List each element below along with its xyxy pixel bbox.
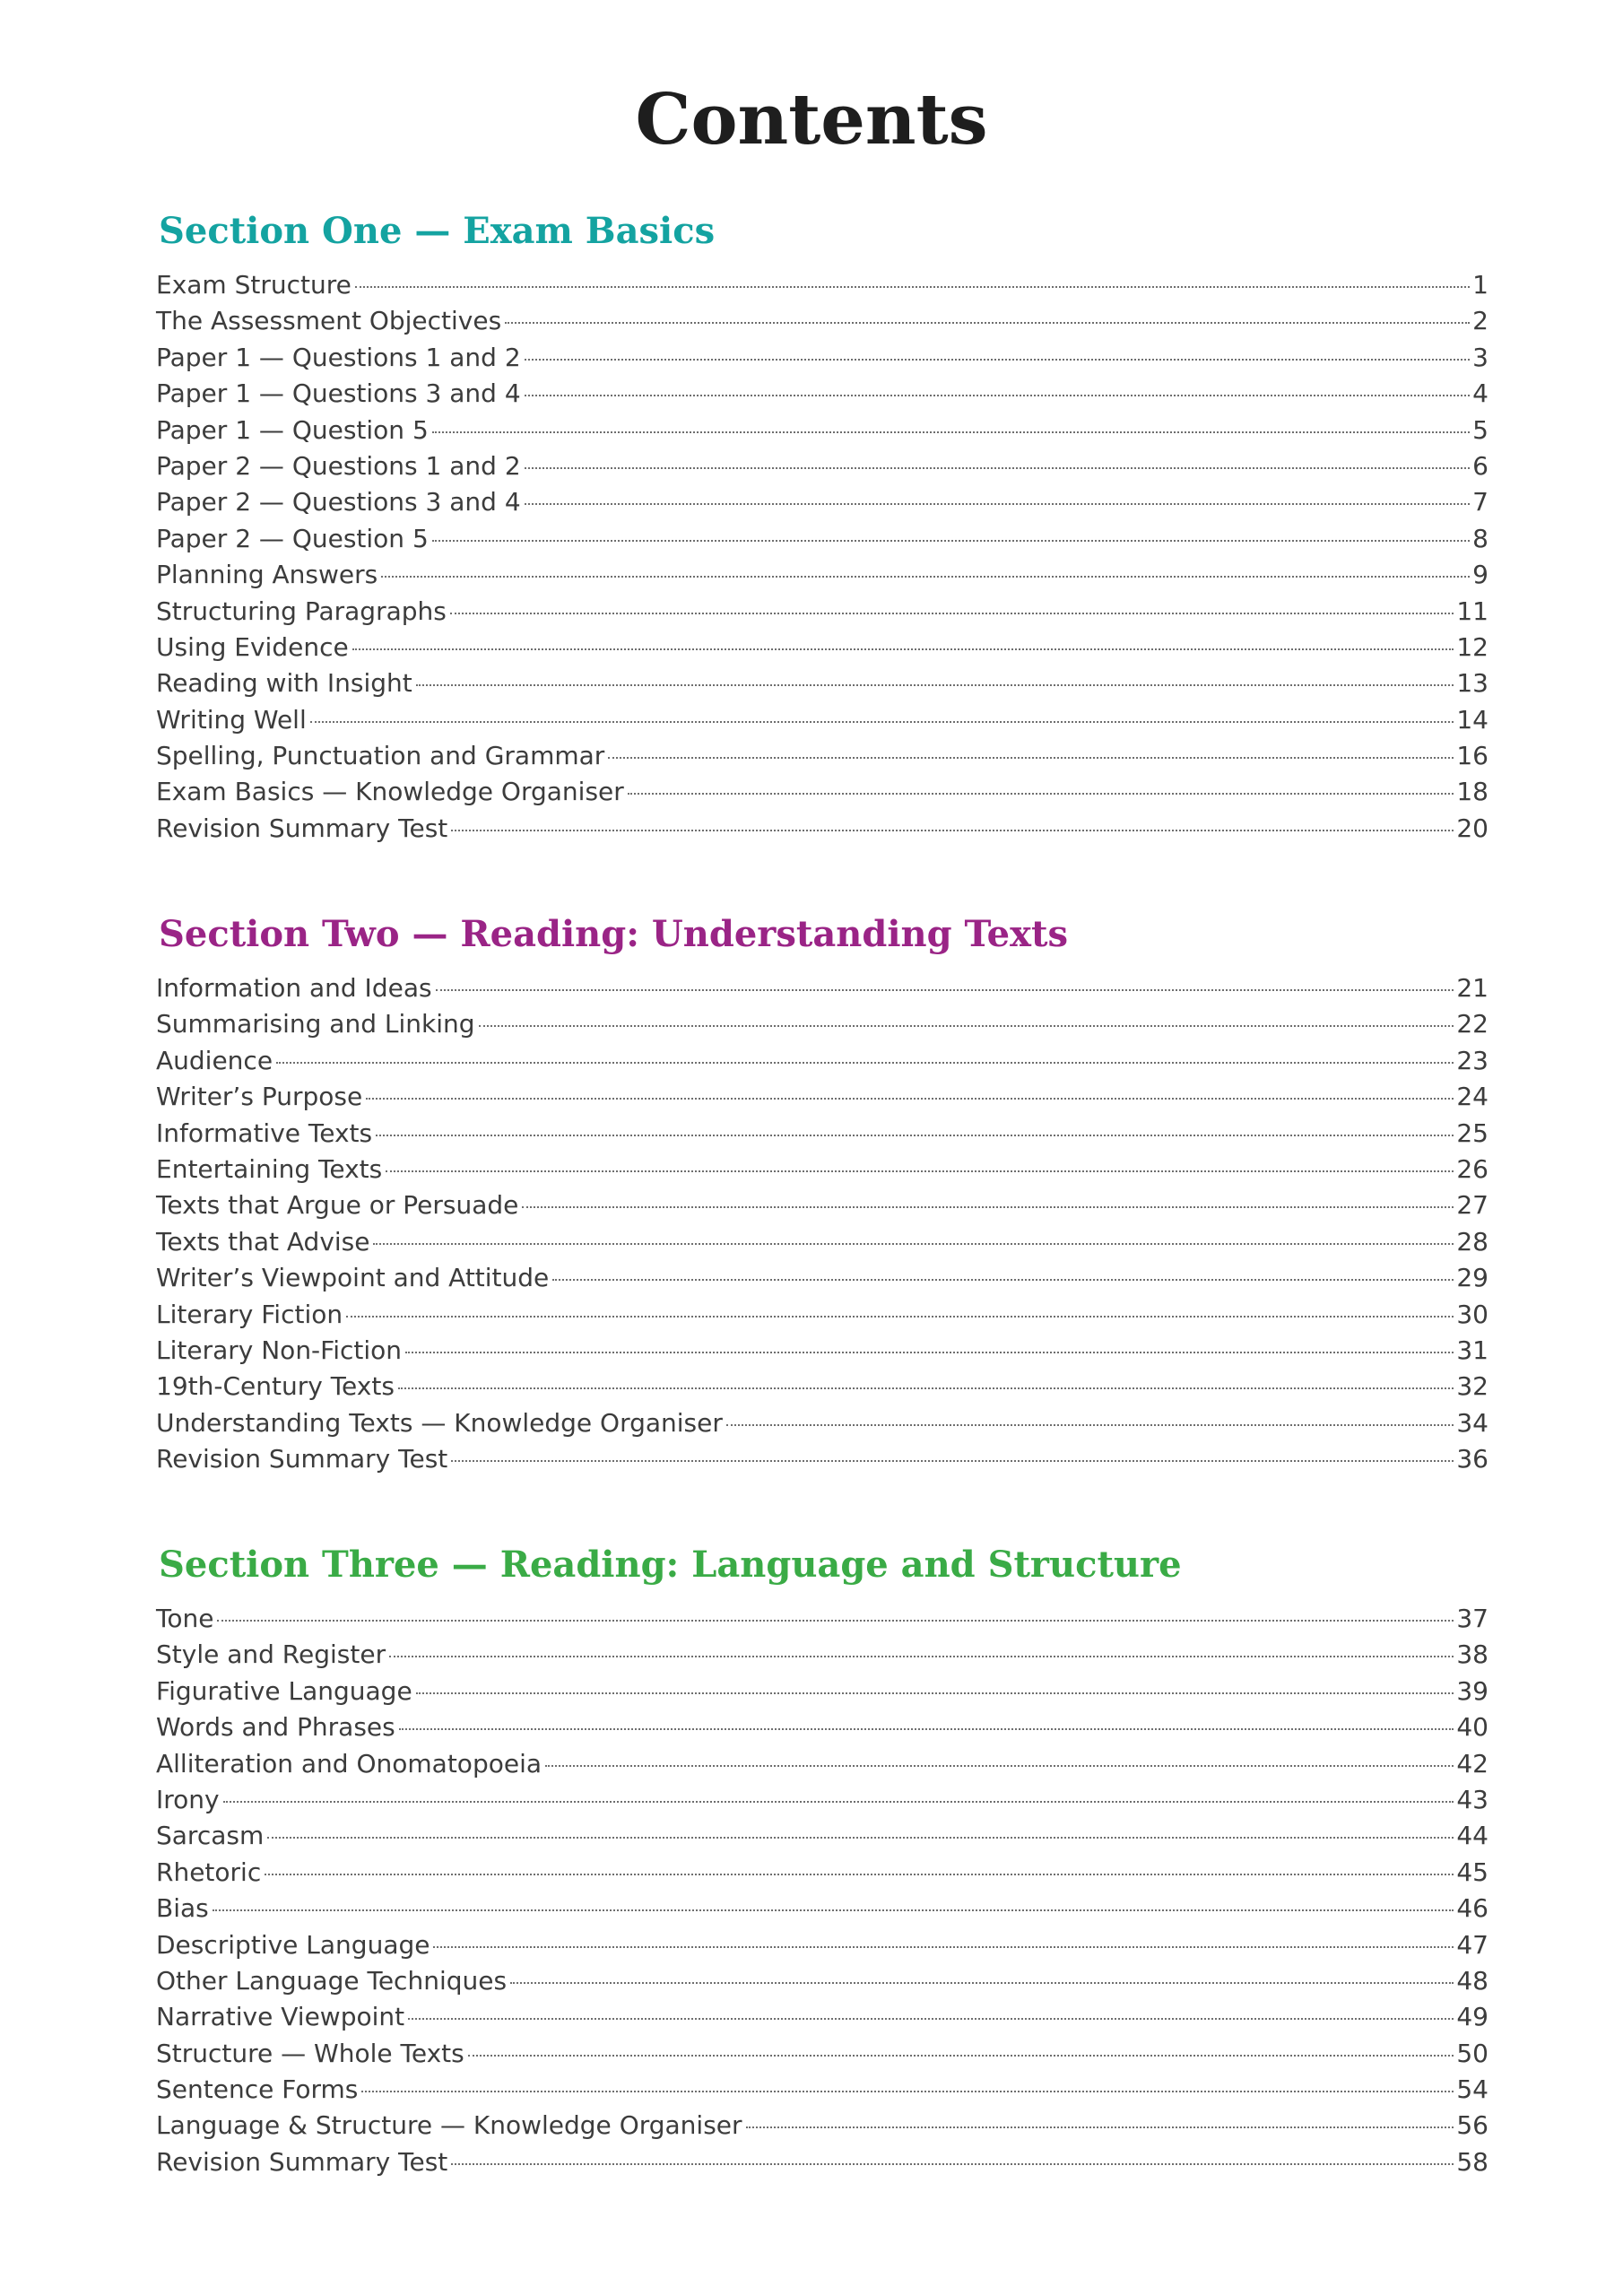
- dot-leader: [352, 648, 1454, 650]
- toc-entry-page-number: 38: [1456, 1639, 1488, 1670]
- toc-entry-page-number: 46: [1456, 1893, 1488, 1924]
- toc-entry-page-number: 28: [1456, 1226, 1488, 1257]
- toc-entry[interactable]: [156, 1674, 1488, 1709]
- toc-entry-page-number: 24: [1456, 1082, 1488, 1112]
- toc-entry-title: Summarising and Linking: [156, 1009, 475, 1039]
- section-heading: Section One — Exam Basics: [159, 210, 716, 252]
- toc-entry-page-number: 44: [1456, 1821, 1488, 1851]
- dot-leader: [416, 684, 1454, 686]
- toc-entry-page-number: 14: [1456, 704, 1488, 735]
- toc-entry-page-number: 54: [1456, 2074, 1488, 2105]
- toc-entry[interactable]: [156, 521, 1488, 557]
- toc-entry-page-number: 23: [1456, 1045, 1488, 1075]
- toc-entry-page-number: 3: [1472, 342, 1488, 372]
- dot-leader: [525, 359, 1471, 361]
- toc-entry-title: Bias: [156, 1893, 209, 1924]
- toc-entry-page-number: 4: [1472, 378, 1488, 409]
- toc-entry-title: Rhetoric: [156, 1857, 262, 1887]
- toc-entry[interactable]: [156, 1637, 1488, 1673]
- toc-entry[interactable]: [156, 702, 1488, 738]
- toc-entry[interactable]: [156, 970, 1488, 1006]
- dot-leader: [436, 989, 1454, 991]
- toc-entry-page-number: 34: [1456, 1407, 1488, 1438]
- toc-entry[interactable]: [156, 2108, 1488, 2144]
- toc-entry-title: Tone: [156, 1604, 214, 1633]
- toc-entry-title: Paper 1 — Question 5: [156, 414, 429, 445]
- toc-entry[interactable]: [156, 448, 1488, 484]
- dot-leader: [451, 1460, 1454, 1462]
- toc-entry-title: Paper 2 — Questions 1 and 2: [156, 450, 521, 481]
- toc-entry-title: Exam Structure: [156, 270, 352, 300]
- dot-leader: [398, 1387, 1454, 1389]
- dot-leader: [355, 286, 1470, 288]
- toc-entry-title: Descriptive Language: [156, 1929, 430, 1960]
- dot-leader: [376, 1135, 1454, 1136]
- toc-entry-page-number: 42: [1456, 1748, 1488, 1779]
- toc-entry-title: Reading with Insight: [156, 668, 412, 699]
- toc-entry-title: Writer’s Purpose: [156, 1082, 363, 1112]
- dot-leader: [267, 1837, 1454, 1839]
- section-two: [156, 908, 1488, 1477]
- toc-entry-page-number: 8: [1472, 523, 1488, 553]
- toc-entry-page-number: 1: [1472, 270, 1488, 300]
- toc-entry-title: Paper 2 — Questions 3 and 4: [156, 487, 521, 517]
- toc-entry[interactable]: [156, 1999, 1488, 2035]
- toc-entry[interactable]: [156, 1818, 1488, 1854]
- dot-leader: [451, 830, 1454, 831]
- page-title: Contents: [635, 79, 988, 161]
- toc-entry-page-number: 39: [1456, 1675, 1488, 1706]
- toc-entry[interactable]: [156, 1369, 1488, 1405]
- toc-entry-page-number: 45: [1456, 1857, 1488, 1887]
- toc-entry-title: Literary Non-Fiction: [156, 1335, 403, 1365]
- dot-leader: [552, 1279, 1454, 1281]
- dot-leader: [217, 1620, 1454, 1622]
- toc-entry-page-number: 11: [1456, 596, 1488, 626]
- toc-entry-title: Structuring Paragraphs: [156, 596, 447, 626]
- toc-entry-title: Entertaining Texts: [156, 1153, 383, 1184]
- toc-entry-title: Irony: [156, 1784, 220, 1814]
- toc-entry-title: Language & Structure — Knowledge Organiser: [156, 2110, 742, 2141]
- dot-leader: [522, 1206, 1454, 1208]
- toc-entry[interactable]: [156, 413, 1488, 448]
- dot-leader: [361, 2091, 1454, 2092]
- dot-leader: [432, 540, 1470, 542]
- section-heading: Section Three — Reading: Language and Structure: [159, 1544, 1182, 1586]
- dot-leader: [746, 2126, 1454, 2128]
- dot-leader: [451, 2163, 1454, 2165]
- toc-entry-title: Style and Register: [156, 1639, 386, 1670]
- toc-entry-page-number: 22: [1456, 1009, 1488, 1039]
- toc-entry[interactable]: [156, 267, 1488, 303]
- toc-entry-title: Alliteration and Onomatopoeia: [156, 1748, 542, 1779]
- toc-entry-title: Texts that Argue or Persuade: [156, 1190, 519, 1221]
- toc-entry[interactable]: [156, 1297, 1488, 1333]
- dot-leader: [265, 1874, 1454, 1875]
- dot-leader: [545, 1765, 1454, 1767]
- toc-entry-page-number: 31: [1456, 1335, 1488, 1365]
- toc-entry-page-number: 21: [1456, 973, 1488, 1003]
- dot-leader: [416, 1692, 1454, 1694]
- toc-entry[interactable]: [156, 376, 1488, 412]
- toc-list: [156, 1601, 1488, 2180]
- toc-entry[interactable]: [156, 738, 1488, 774]
- toc-entry[interactable]: [156, 1746, 1488, 1782]
- toc-entry-page-number: 56: [1456, 2110, 1488, 2141]
- dot-leader: [468, 2055, 1454, 2057]
- dot-leader: [432, 431, 1470, 433]
- section-three: [156, 1538, 1488, 2180]
- toc-entry[interactable]: [156, 1782, 1488, 1818]
- toc-entry[interactable]: [156, 2072, 1488, 2108]
- dot-leader: [479, 1025, 1454, 1027]
- toc-entry-page-number: 32: [1456, 1371, 1488, 1402]
- toc-entry-title: Information and Ideas: [156, 973, 432, 1003]
- toc-entry-page-number: 27: [1456, 1190, 1488, 1221]
- toc-entry-title: Paper 1 — Questions 1 and 2: [156, 342, 521, 372]
- dot-leader: [399, 1728, 1454, 1730]
- toc-entry-title: Paper 1 — Questions 3 and 4: [156, 378, 521, 409]
- dot-leader: [405, 1352, 1454, 1353]
- toc-entry-page-number: 36: [1456, 1444, 1488, 1474]
- toc-entry-title: Sarcasm: [156, 1821, 265, 1851]
- toc-entry[interactable]: [156, 1079, 1488, 1115]
- section-one: [156, 204, 1488, 847]
- toc-entry[interactable]: [156, 1333, 1488, 1369]
- toc-entry-title: Structure — Whole Texts: [156, 2038, 464, 2068]
- dot-leader: [408, 2018, 1454, 2020]
- toc-entry-page-number: 50: [1456, 2038, 1488, 2068]
- toc-entry-title: Narrative Viewpoint: [156, 2002, 405, 2032]
- toc-entry[interactable]: [156, 557, 1488, 593]
- toc-entry-title: Literary Fiction: [156, 1299, 343, 1329]
- toc-entry[interactable]: [156, 594, 1488, 630]
- dot-leader: [726, 1424, 1454, 1426]
- dot-leader: [373, 1243, 1454, 1245]
- toc-entry-page-number: 43: [1456, 1784, 1488, 1814]
- toc-entry-page-number: 2: [1472, 306, 1488, 336]
- toc-entry[interactable]: [156, 1116, 1488, 1152]
- toc-entry-page-number: 48: [1456, 1965, 1488, 1996]
- dot-leader: [450, 613, 1454, 614]
- toc-entry-title: Sentence Forms: [156, 2074, 359, 2105]
- toc-entry-title: Writing Well: [156, 704, 307, 735]
- toc-entry[interactable]: [156, 2144, 1488, 2180]
- dot-leader: [389, 1656, 1454, 1657]
- section-heading: Section Two — Reading: Understanding Texts: [159, 913, 1068, 955]
- toc-entry[interactable]: [156, 1927, 1488, 1963]
- toc-entry-title: Exam Basics — Knowledge Organiser: [156, 777, 624, 807]
- toc-entry-title: Paper 2 — Question 5: [156, 523, 429, 553]
- dot-leader: [310, 721, 1454, 723]
- dot-leader: [366, 1098, 1454, 1100]
- toc-entry[interactable]: [156, 1601, 1488, 1637]
- toc-entry[interactable]: [156, 484, 1488, 520]
- toc-entry-page-number: 30: [1456, 1299, 1488, 1329]
- toc-entry-title: Using Evidence: [156, 631, 349, 662]
- toc-entry[interactable]: [156, 1043, 1488, 1079]
- toc-entry[interactable]: [156, 1405, 1488, 1441]
- toc-entry[interactable]: [156, 1855, 1488, 1891]
- toc-entry-title: The Assessment Objectives: [156, 306, 502, 336]
- toc-entry-title: Informative Texts: [156, 1118, 373, 1148]
- dot-leader: [276, 1062, 1454, 1064]
- toc-entry-title: Revision Summary Test: [156, 813, 448, 843]
- toc-entry-title: Spelling, Punctuation and Grammar: [156, 741, 605, 771]
- toc-entry-title: Understanding Texts — Knowledge Organiser: [156, 1407, 723, 1438]
- toc-entry[interactable]: [156, 1709, 1488, 1745]
- toc-entry-page-number: 49: [1456, 2002, 1488, 2032]
- dot-leader: [505, 322, 1470, 324]
- dot-leader: [608, 757, 1454, 759]
- dot-leader: [346, 1316, 1454, 1318]
- dot-leader: [213, 1909, 1454, 1911]
- toc-entry-page-number: 18: [1456, 777, 1488, 807]
- dot-leader: [223, 1801, 1454, 1803]
- toc-entry-title: Texts that Advise: [156, 1226, 370, 1257]
- toc-list: [156, 970, 1488, 1477]
- toc-entry-page-number: 58: [1456, 2146, 1488, 2177]
- toc-entry-page-number: 5: [1472, 414, 1488, 445]
- toc-entry-page-number: 16: [1456, 741, 1488, 771]
- toc-entry[interactable]: [156, 811, 1488, 847]
- toc-entry-page-number: 9: [1472, 560, 1488, 590]
- toc-entry-page-number: 26: [1456, 1153, 1488, 1184]
- toc-entry-page-number: 37: [1456, 1604, 1488, 1633]
- toc-entry-page-number: 6: [1472, 450, 1488, 481]
- toc-entry-title: 19th-Century Texts: [156, 1371, 395, 1402]
- toc-entry-page-number: 40: [1456, 1712, 1488, 1743]
- toc-entry-page-number: 13: [1456, 668, 1488, 699]
- toc-entry[interactable]: [156, 1224, 1488, 1260]
- toc-entry[interactable]: [156, 1187, 1488, 1223]
- toc-entry-title: Figurative Language: [156, 1675, 412, 1706]
- toc-entry[interactable]: [156, 665, 1488, 701]
- toc-entry-page-number: 20: [1456, 813, 1488, 843]
- toc-entry-page-number: 47: [1456, 1929, 1488, 1960]
- toc-entry[interactable]: [156, 2036, 1488, 2072]
- toc-entry[interactable]: [156, 1152, 1488, 1187]
- dot-leader: [386, 1170, 1454, 1172]
- toc-entry-page-number: 25: [1456, 1118, 1488, 1148]
- toc-entry[interactable]: [156, 340, 1488, 376]
- dot-leader: [525, 395, 1471, 396]
- toc-entry[interactable]: [156, 1260, 1488, 1296]
- dot-leader: [381, 576, 1470, 578]
- toc-entry-page-number: 12: [1456, 631, 1488, 662]
- toc-entry[interactable]: [156, 1963, 1488, 1999]
- toc-entry[interactable]: [156, 303, 1488, 339]
- toc-entry-title: Revision Summary Test: [156, 2146, 448, 2177]
- toc-entry-title: Words and Phrases: [156, 1712, 395, 1743]
- toc-entry-page-number: 29: [1456, 1263, 1488, 1293]
- dot-leader: [525, 467, 1471, 469]
- toc-entry-title: Revision Summary Test: [156, 1444, 448, 1474]
- dot-leader: [525, 503, 1471, 505]
- toc-entry-title: Audience: [156, 1045, 273, 1075]
- dot-leader: [510, 1982, 1454, 1984]
- dot-leader: [628, 793, 1454, 795]
- toc-entry-page-number: 7: [1472, 487, 1488, 517]
- toc-list: [156, 267, 1488, 847]
- toc-entry[interactable]: [156, 1006, 1488, 1042]
- toc-entry-title: Planning Answers: [156, 560, 378, 590]
- dot-leader: [433, 1946, 1454, 1948]
- toc-entry[interactable]: [156, 774, 1488, 810]
- toc-entry-title: Other Language Techniques: [156, 1965, 508, 1996]
- toc-entry[interactable]: [156, 1891, 1488, 1926]
- toc-entry[interactable]: [156, 630, 1488, 665]
- toc-entry[interactable]: [156, 1441, 1488, 1477]
- toc-entry-title: Writer’s Viewpoint and Attitude: [156, 1263, 550, 1293]
